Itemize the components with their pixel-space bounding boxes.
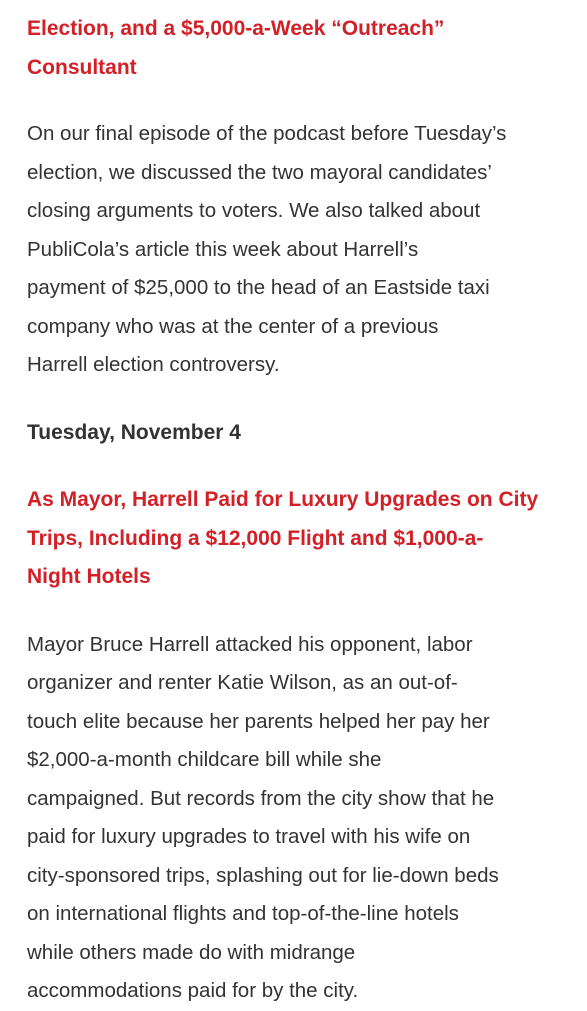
- summary-line: paid for luxury upgrades to travel with his wife on: [27, 825, 471, 848]
- summary-line: PubliCola’s article this week about Harrell’s: [27, 237, 419, 261]
- summary-line: company who was at the center of a previous: [27, 314, 439, 338]
- summary-line: touch elite because her parents helped her pay her: [27, 709, 490, 733]
- spacer: [27, 452, 567, 481]
- article-feed: [27, 10, 567, 1011]
- summary-line: accommodations paid for by the city.: [27, 979, 359, 1002]
- headline-line: As Mayor, Harrell Paid for Luxury Upgrades on City: [27, 488, 539, 511]
- headline-line: Trips, Including a $12,000 Flight and $1,000-a-: [27, 526, 484, 550]
- summary-line: organizer and renter Katie Wilson, as an out-of-: [27, 671, 458, 694]
- summary-line: On our final episode of the podcast before Tuesday’s: [27, 122, 507, 145]
- summary-line: election, we discussed the two mayoral candidates’: [27, 160, 492, 184]
- date-heading: Tuesday, November 4: [27, 420, 241, 444]
- article-summary: [27, 626, 567, 1011]
- summary-line: on international flights and top-of-the-line hotels: [27, 902, 459, 925]
- spacer: [27, 597, 567, 626]
- summary-line: Harrell election controversy.: [27, 353, 280, 376]
- summary-line: closing arguments to voters. We also talked about: [27, 199, 481, 222]
- headline-line: Consultant: [27, 55, 137, 79]
- summary-line: Mayor Bruce Harrell attacked his opponent, labor: [27, 632, 473, 656]
- spacer: [27, 385, 567, 414]
- headline-line: Night Hotels: [27, 565, 151, 588]
- summary-line: payment of $25,000 to the head of an Eastside taxi: [27, 276, 490, 299]
- summary-line: campaigned. But records from the city show that he: [27, 786, 495, 810]
- article-headline-link[interactable]: [27, 481, 567, 597]
- summary-line: city-sponsored trips, splashing out for lie-down beds: [27, 863, 499, 887]
- headline-line: Election, and a $5,000-a-Week “Outreach”: [27, 17, 445, 40]
- article-headline-link[interactable]: [27, 10, 567, 87]
- summary-line: $2,000-a-month childcare bill while she: [27, 748, 382, 771]
- spacer: [27, 87, 567, 115]
- summary-line: while others made do with midrange: [27, 940, 356, 964]
- article-summary: [27, 115, 567, 385]
